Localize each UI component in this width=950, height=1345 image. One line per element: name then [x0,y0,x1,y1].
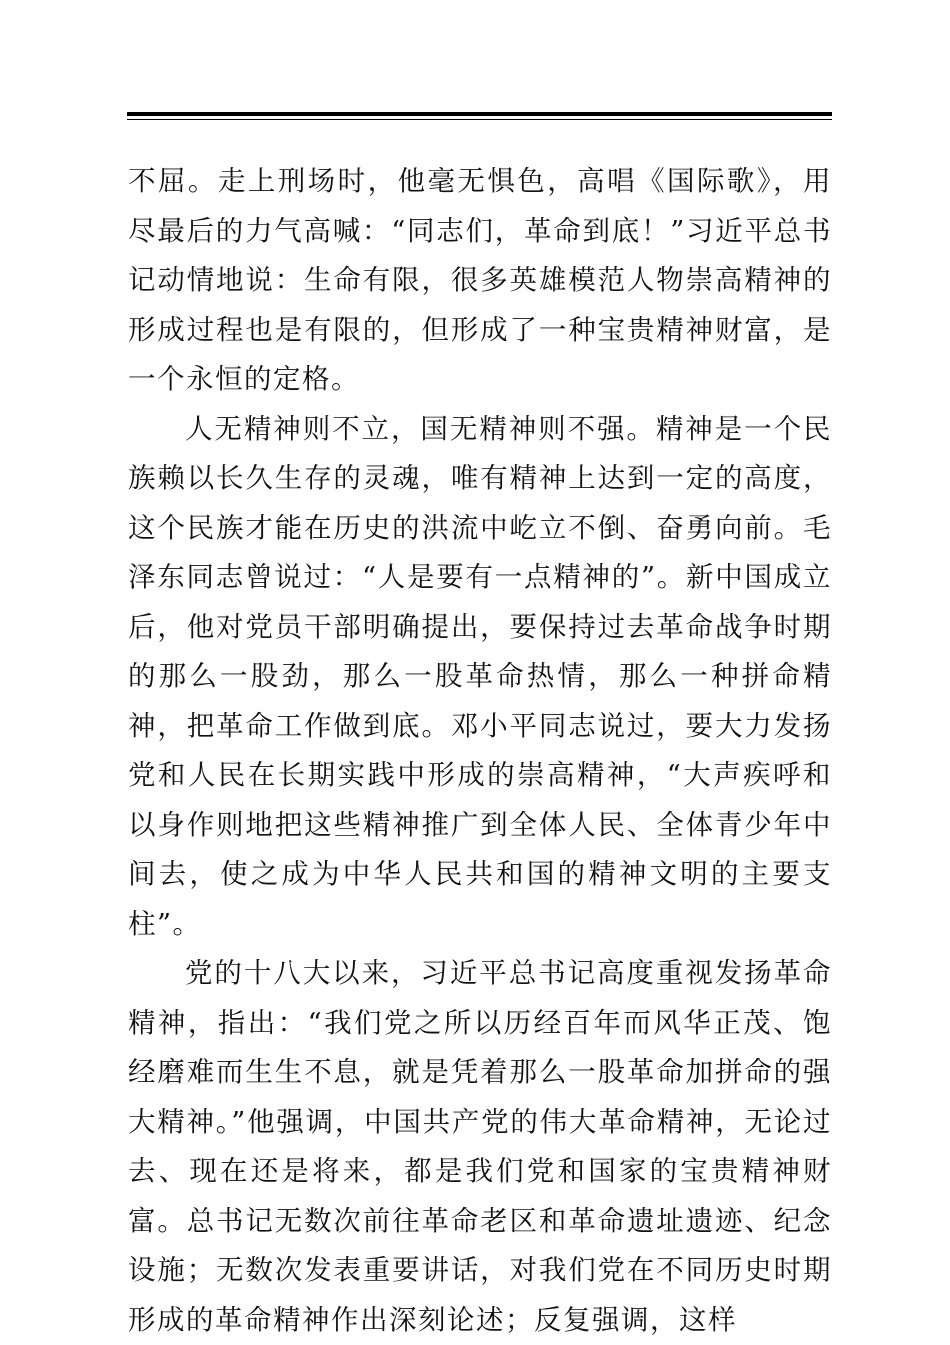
paragraph: 人无精神则不立，国无精神则不强。精神是一个民族赖以长久生存的灵魂，唯有精神上达到一定的高度，这个民族才能在历史的洪流中屹立不倒、奋勇向前。毛泽东同志曾说过：“人是要有一点精神的”。新中国成立后，他对党员干部明确提出，要保持过去革命战争时期的那么一股劲，那么一股革命热情，那么一种拼命精神，把革命工作做到底。邓小平同志说过，要大力发扬党和人民在长期实践中形成的崇高精神，“大声疾呼和以身作则地把这些精神推广到全体人民、全体青少年中间去，使之成为中华人民共和国的精神文明的主要支柱”。 [128,412,832,940]
paragraph: 党的十八大以来，习近平总书记高度重视发扬革命精神，指出：“我们党之所以历经百年而风华正茂、饱经磨难而生生不息，就是凭着那么一股革命加拼命的强大精神。”他强调，中国共产党的伟大革命精神，无论过去、现在还是将来，都是我们党和国家的宝贵精神财富。总书记无数次前往革命老区和革命遗址遗迹、纪念设施；无数次发表重要讲话，对我们党在不同历史时期形成的革命精神作出深刻论述；反复强调，这样 [128,957,832,1336]
header-rule-thick [127,112,832,116]
body-text [128,157,832,1345]
header-rule-thin [127,119,832,120]
paragraph: 不屈。走上刑场时，他毫无惧色，高唱《国际歌》，用尽最后的力气高喊：“同志们，革命到底！”习近平总书记动情地说：生命有限，很多英雄模范人物崇高精神的形成过程也是有限的，但形成了一种宝贵精神财富，是一个永恒的定格。 [128,165,832,395]
